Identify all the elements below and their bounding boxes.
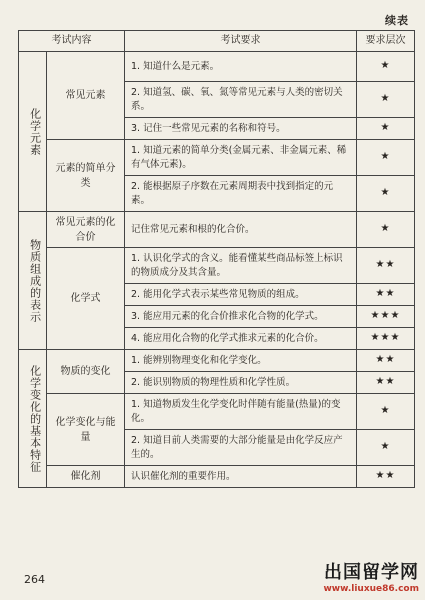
level-stars: ★★ [357,248,415,284]
category-cell [19,52,47,212]
requirement-text: 2. 能识别物质的物理性质和化学性质。 [125,372,357,394]
level-stars: ★★★ [357,328,415,350]
subtopic-cell: 常见元素的化合价 [47,212,125,248]
category-cell [19,350,47,488]
requirement-text: 2. 能根据原子序数在元素周期表中找到指定的元素。 [125,176,357,212]
requirement-text: 4. 能应用化合物的化学式推求元素的化合价。 [125,328,357,350]
exam-requirements-table [18,30,415,488]
requirement-text: 2. 知道氢、碳、氧、氮等常见元素与人类的密切关系。 [125,82,357,118]
watermark-url: www.liuxue86.com [323,584,419,594]
category-label: 化学变化的基本特征 [28,364,42,473]
level-stars: ★★★ [357,306,415,328]
table-row [19,394,415,430]
requirement-text: 3. 能应用元素的化合价推求化合物的化学式。 [125,306,357,328]
table-row [19,466,415,488]
table-row [19,248,415,284]
subtopic-cell: 元素的简单分类 [47,140,125,212]
level-stars: ★★ [357,284,415,306]
watermark-logo [323,558,419,594]
subtopic-cell: 常见元素 [47,52,125,140]
watermark-name: 出国留学网 [324,562,419,583]
subtopic-cell: 化学变化与能量 [47,394,125,466]
requirement-text: 认识催化剂的重要作用。 [125,466,357,488]
level-stars: ★ [357,118,415,140]
table-body [19,52,415,488]
category-label: 化学元素 [28,107,42,156]
requirement-text: 1. 认识化学式的含义。能看懂某些商品标签上标识的物质成分及其含量。 [125,248,357,284]
continued-label: 续表 [385,14,409,27]
category-label: 物质组成的表示 [28,238,42,323]
requirement-text: 3. 记住一些常见元素的名称和符号。 [125,118,357,140]
table-row [19,140,415,176]
header-requirements: 考试要求 [125,31,357,52]
table-row [19,350,415,372]
requirement-text: 1. 能辨别物理变化和化学变化。 [125,350,357,372]
level-stars: ★ [357,212,415,248]
level-stars: ★ [357,430,415,466]
page-number: 264 [24,573,45,586]
requirement-text: 2. 知道目前人类需要的大部分能量是由化学反应产生的。 [125,430,357,466]
category-cell [19,212,47,350]
level-stars: ★ [357,52,415,82]
table-row [19,52,415,82]
level-stars: ★ [357,394,415,430]
table-row [19,212,415,248]
requirement-text: 1. 知道什么是元素。 [125,52,357,82]
header-content: 考试内容 [19,31,125,52]
level-stars: ★★ [357,466,415,488]
level-stars: ★★ [357,372,415,394]
subtopic-cell: 物质的变化 [47,350,125,394]
header-level: 要求层次 [357,31,415,52]
subtopic-cell: 催化剂 [47,466,125,488]
level-stars: ★ [357,176,415,212]
requirement-text: 记住常见元素和根的化合价。 [125,212,357,248]
level-stars: ★ [357,140,415,176]
level-stars: ★ [357,82,415,118]
table-header-row [19,31,415,52]
requirement-text: 1. 知道物质发生化学变化时伴随有能量(热量)的变化。 [125,394,357,430]
requirement-text: 2. 能用化学式表示某些常见物质的组成。 [125,284,357,306]
subtopic-cell: 化学式 [47,248,125,350]
level-stars: ★★ [357,350,415,372]
requirement-text: 1. 知道元素的简单分类(金属元素、非金属元素、稀有气体元素)。 [125,140,357,176]
